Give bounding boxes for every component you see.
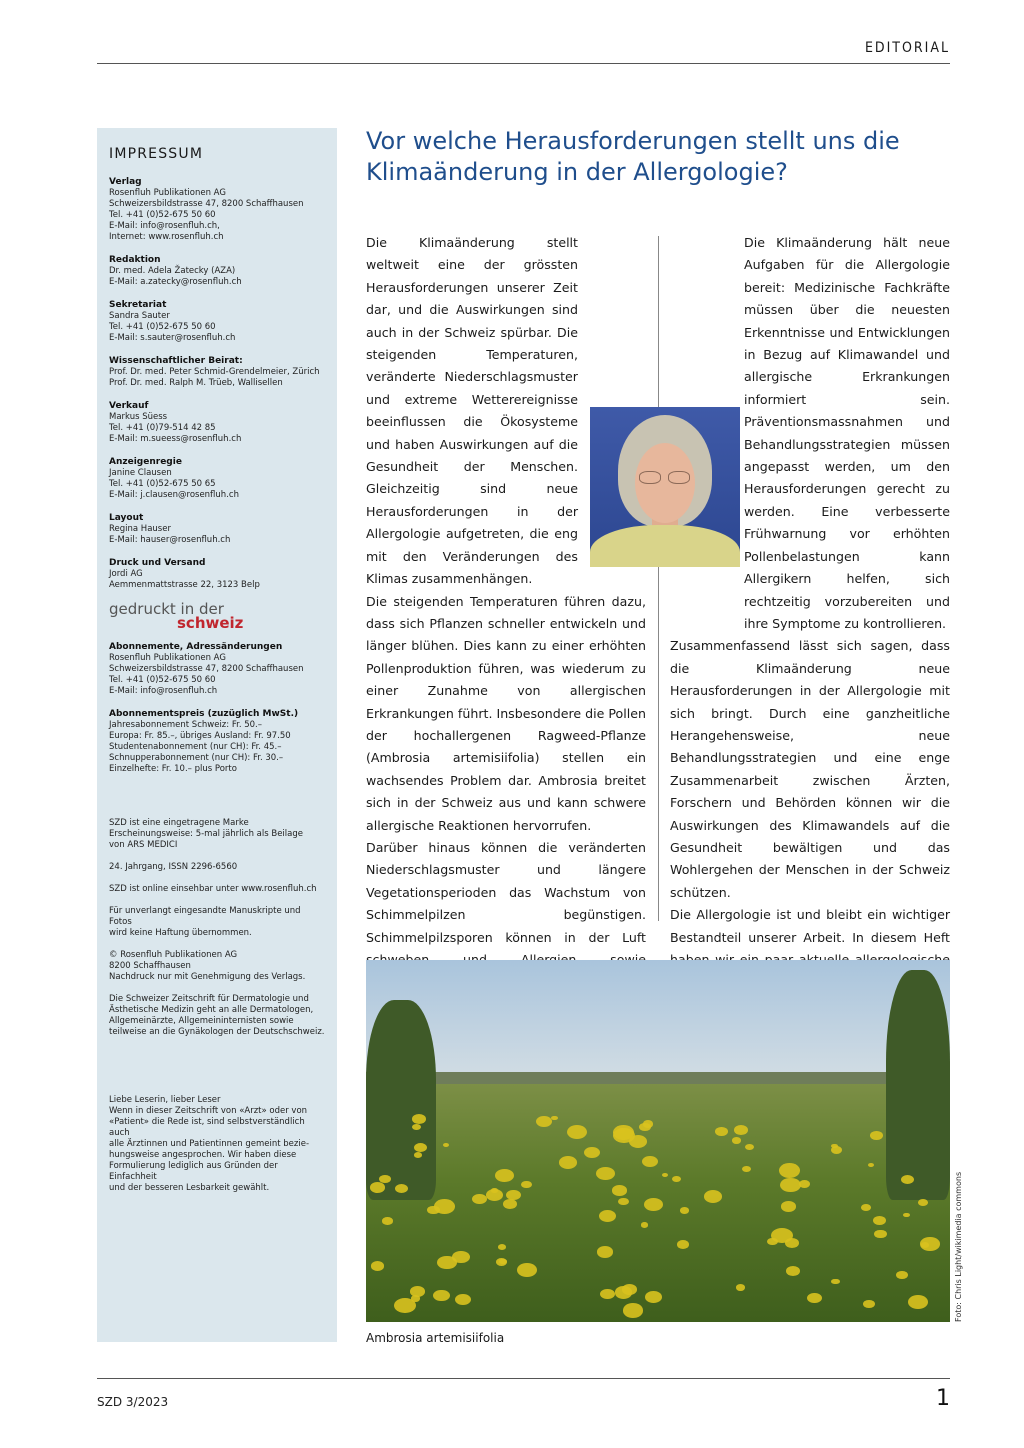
- impressum-line: Tel. +41 (0)52-675 50 65: [109, 479, 216, 489]
- impressum-block-heading: Wissenschaftlicher Beirat:: [109, 356, 243, 366]
- impressum-block: [109, 355, 325, 389]
- impressum-block-heading: Abonnementspreis (zuzüglich MwSt.): [109, 709, 299, 719]
- flower-bloom: [874, 1230, 886, 1239]
- impressum-note: © Rosenfluh Publikationen AG 8200 Schaffhausen Nachdruck nur mit Genehmigung des Verlags.: [109, 950, 306, 982]
- flower-bloom: [536, 1116, 552, 1127]
- article-paragraph: Die Klimaänderung hält neue Aufgaben für die Allergologie bereit: Medizinische Fachkräfte müssen über die neuesten Erkenntnisse und Entwicklungen in Bezug auf Klimawandel und allergische Erkrankungen informiert sein. Präventionsmassnahmen und Behandlungsstrategien müssen angepasst werden, um den Herausforderungen gerecht zu werden. Eine verbesserte Frühwarnung vor erhöhten Pollenbelastungen kann Allergikern helfen, sich rechtzeitig vorzubereiten und ihre Symptome zu kontrollieren.: [744, 235, 950, 631]
- article-paragraph: Darüber hinaus können die veränderten Niederschlagsmuster und längere Vegetationsperioden das Wachstum von Schimmelpilzen begünstigen. Schimmelpilzsporen können in der Luft: [366, 839, 646, 945]
- impressum-line: Rosenfluh Publikationen AG: [109, 188, 226, 198]
- flower-bloom: [807, 1293, 822, 1303]
- impressum-block-heading: Abonnemente, Adressänderungen: [109, 642, 283, 652]
- impressum-line: E-Mail: s.sauter@rosenfluh.ch: [109, 333, 236, 343]
- impressum-block-heading: Druck und Versand: [109, 558, 206, 568]
- flower-bloom: [873, 1216, 886, 1225]
- impressum-line: Prof. Dr. med. Ralph M. Trüeb, Wallisellen: [109, 378, 283, 388]
- impressum-block: [109, 456, 325, 501]
- impressum-line: Aemmenmattstrasse 22, 3123 Belp: [109, 580, 260, 590]
- flower-bloom: [831, 1279, 839, 1285]
- flower-bloom: [597, 1246, 613, 1257]
- impressum-line: E-Mail: info@rosenfluh.ch: [109, 686, 218, 696]
- logo-line-1: gedruckt in der: [109, 600, 224, 618]
- flower-bloom: [780, 1178, 801, 1193]
- flower-bloom: [443, 1143, 449, 1147]
- impressum-line: E-Mail: info@rosenfluh.ch,: [109, 221, 220, 231]
- flower-bloom: [901, 1175, 914, 1184]
- impressum-note: SZD ist eine eingetragene Marke Erscheinungsweise: 5-mal jährlich als Beilage von ARS MEDICI: [109, 818, 303, 850]
- impressum-line: Rosenfluh Publikationen AG: [109, 653, 226, 663]
- impressum-line: Internet: www.rosenfluh.ch: [109, 232, 224, 242]
- impressum-closing-note: Liebe Leserin, lieber Leser Wenn in dieser Zeitschrift von «Arzt» oder von «Patient» die Rede ist, sind selbstverständlich auch alle Ärztinnen und Patientinnen gemeint bezie- hungsweise angesprochen. Wir haben diese Formulierung lediglich aus Gründen der Einfachheit und der besseren Lesbarkeit gewählt.: [109, 1095, 310, 1193]
- article-paragraph: Die Allergologie ist und bleibt ein wichtiger Bestandteil unserer Arbeit. In diesem Heft: [670, 907, 950, 945]
- article-paragraph: Die Klimaänderung stellt weltweit eine der grössten Herausforderungen unserer Zeit dar, und die Auswirkungen sind auch in der Schweiz spürbar. Die steigenden Temperaturen, veränderte Niederschlagsmuster und extreme Wetterereignisse beeinflussen die Ökosysteme und haben Auswirkungen auf die Gesundheit der Menschen. Gleichzeitig sind neue Herausforderungen in der Allergologie aufgetreten, die eng mit den Veränderungen des Klimas zusammenhängen.: [366, 235, 578, 587]
- photo-caption: Ambrosia artemisiifolia: [366, 1331, 505, 1345]
- flower-bloom: [918, 1199, 928, 1206]
- impressum-line: Europa: Fr. 85.–, übriges Ausland: Fr. 97.50: [109, 731, 291, 741]
- flower-bloom: [831, 1146, 843, 1154]
- impressum-block-heading: Verlag: [109, 177, 142, 187]
- impressum-sidebar: [97, 128, 337, 1342]
- impressum-line: Schweizersbildstrasse 47, 8200 Schaffhausen: [109, 664, 304, 674]
- flower-bloom: [618, 1198, 628, 1205]
- impressum-line: Schweizersbildstrasse 47, 8200 Schaffhausen: [109, 199, 304, 209]
- impressum-line: E-Mail: a.zatecky@rosenfluh.ch: [109, 277, 242, 287]
- impressum-block: [109, 176, 325, 243]
- impressum-block: [109, 708, 325, 775]
- flower-bloom: [496, 1258, 507, 1266]
- flower-bloom: [704, 1190, 722, 1203]
- impressum-line: Tel. +41 (0)52-675 50 60: [109, 210, 216, 220]
- flower-bloom: [861, 1204, 871, 1211]
- flower-bloom: [715, 1127, 727, 1136]
- flower-bloom: [642, 1156, 658, 1167]
- flower-bloom: [600, 1289, 615, 1300]
- flower-bloom: [371, 1261, 384, 1270]
- impressum-line: Prof. Dr. med. Peter Schmid-Grendelmeier, Zürich: [109, 367, 320, 377]
- flower-bloom: [736, 1284, 746, 1291]
- impressum-title: IMPRESSUM: [109, 146, 204, 162]
- impressum-line: Schnupperabonnement (nur CH): Fr. 30.–: [109, 753, 284, 763]
- flower-bloom: [506, 1190, 520, 1200]
- flower-bloom: [771, 1228, 792, 1243]
- header-section-label: EDITORIAL: [864, 40, 950, 56]
- ambrosia-photo: [366, 960, 950, 1322]
- impressum-note: Die Schweizer Zeitschrift für Dermatologie und Ästhetische Medizin geht an alle Dermatologen, Allgemeinärzte, Allgemeininternisten sowie teilweise an die Gynäkologen der Deutschschweiz.: [109, 994, 325, 1037]
- impressum-block-heading: Redaktion: [109, 255, 161, 265]
- impressum-line: Janine Clausen: [109, 468, 172, 478]
- impressum-line: E-Mail: m.sueess@rosenfluh.ch: [109, 434, 242, 444]
- flower-bloom: [677, 1240, 689, 1249]
- impressum-line: Tel. +41 (0)52-675 50 60: [109, 675, 216, 685]
- impressum-block: [109, 512, 325, 546]
- flower-bloom: [370, 1182, 385, 1193]
- article-paragraph: Zusammenfassend lässt sich sagen, dass die Klimaänderung neue Herausforderungen in der Allergologie mit sich bringt. Durch eine ganzheitliche Herangehensweise, neue Behandlungsstrategien und eine enge Zusammenarbeit zwischen Ärzten, Forschern und Behörden können wir die Auswirkungen des Klimawandels auf die Gesundheit bewältigen und das Wohlergehen der Menschen in der Schweiz schützen.: [670, 638, 950, 900]
- impressum-line: Jahresabonnement Schweiz: Fr. 50.–: [109, 720, 262, 730]
- flower-bloom: [491, 1188, 498, 1193]
- impressum-notes: [109, 818, 325, 1038]
- flower-bloom: [599, 1210, 616, 1222]
- impressum-line: E-Mail: j.clausen@rosenfluh.ch: [109, 490, 239, 500]
- impressum-line: Dr. med. Adela Žatecky (AZA): [109, 266, 236, 276]
- logo-line-2: schweiz: [177, 614, 244, 632]
- header-rule: [97, 63, 950, 64]
- flower-bloom: [414, 1152, 422, 1158]
- flower-bloom: [732, 1137, 742, 1144]
- impressum-block-heading: Layout: [109, 513, 144, 523]
- impressum-line: Markus Süess: [109, 412, 168, 422]
- impressum-block: [109, 557, 325, 591]
- footer-page-number: 1: [936, 1386, 950, 1411]
- flower-bloom: [495, 1169, 514, 1182]
- impressum-block-heading: Sekretariat: [109, 300, 167, 310]
- flower-bloom: [382, 1217, 392, 1224]
- impressum-note: 24. Jahrgang, ISSN 2296-6560: [109, 862, 238, 872]
- impressum-line: Regina Hauser: [109, 524, 171, 534]
- flower-bloom: [615, 1286, 633, 1298]
- impressum-block: [109, 400, 325, 445]
- column-divider: [658, 236, 659, 921]
- impressum-block: [109, 254, 325, 288]
- impressum-block-heading: Verkauf: [109, 401, 149, 411]
- flower-bloom: [641, 1222, 649, 1227]
- article-column-right: [670, 232, 950, 1061]
- footer-rule: [97, 1378, 950, 1379]
- impressum-note: Für unverlangt eingesandte Manuskripte und Fotos wird keine Haftung übernommen.: [109, 906, 301, 938]
- flower-bloom: [503, 1199, 517, 1209]
- impressum-line: Studentenabonnement (nur CH): Fr. 45.–: [109, 742, 282, 752]
- flower-bloom: [870, 1131, 882, 1140]
- impressum-block-heading: Anzeigenregie: [109, 457, 182, 467]
- impressum-line: Einzelhefte: Fr. 10.– plus Porto: [109, 764, 237, 774]
- flower-bloom: [639, 1123, 651, 1131]
- flower-bloom: [472, 1194, 487, 1204]
- footer-issue: SZD 3/2023: [97, 1395, 169, 1409]
- impressum-block: [109, 299, 325, 344]
- flower-bloom: [521, 1181, 532, 1189]
- impressum-line: Sandra Sauter: [109, 311, 170, 321]
- impressum-block: [109, 641, 325, 697]
- article-paragraph: Die steigenden Temperaturen führen dazu, dass sich Pflanzen schneller entwickeln und länger blühen. Dies kann zu einer erhöhten Pollenproduktion führen, was wiederum zu einer Zunahme von allergischen Erkrankungen führt. Insbesondere die Pollen der hochallergenen Ragweed-Pflanze (Ambrosia artemisiifolia) stellen ein wachsendes Problem dar. Ambrosia breitet sich in der Schweiz aus und kann schwere allergische Reaktionen hervorrufen.: [366, 593, 646, 833]
- impressum-line: Tel. +41 (0)52-675 50 60: [109, 322, 216, 332]
- impressum-blocks-2: [109, 641, 325, 775]
- flower-bloom: [921, 1242, 929, 1248]
- article-column-left: [366, 232, 646, 1039]
- flower-bloom: [781, 1201, 796, 1211]
- photo-credit: Foto: Chris Light/wikimedia commons: [954, 1171, 963, 1322]
- impressum-blocks: [109, 176, 325, 591]
- flower-bloom: [623, 1303, 643, 1317]
- gedruckt-logo: [109, 602, 325, 631]
- impressum-line: Jordi AG: [109, 569, 143, 579]
- flower-bloom: [427, 1206, 440, 1215]
- flower-bloom: [559, 1156, 577, 1168]
- author-portrait: [590, 407, 740, 567]
- flower-bloom: [672, 1176, 680, 1182]
- impressum-line: E-Mail: hauser@rosenfluh.ch: [109, 535, 231, 545]
- impressum-note: SZD ist online einsehbar unter www.rosenfluh.ch: [109, 884, 317, 894]
- flower-bloom: [863, 1300, 875, 1308]
- flower-bloom: [612, 1185, 627, 1195]
- flower-bloom: [680, 1207, 689, 1213]
- impressum-line: Tel. +41 (0)79-514 42 85: [109, 423, 216, 433]
- flower-bloom: [596, 1167, 615, 1180]
- flower-bloom: [379, 1175, 391, 1183]
- article-title: Vor welche Herausforderungen stellt uns die Klimaänderung in der Allergologie?: [366, 127, 900, 186]
